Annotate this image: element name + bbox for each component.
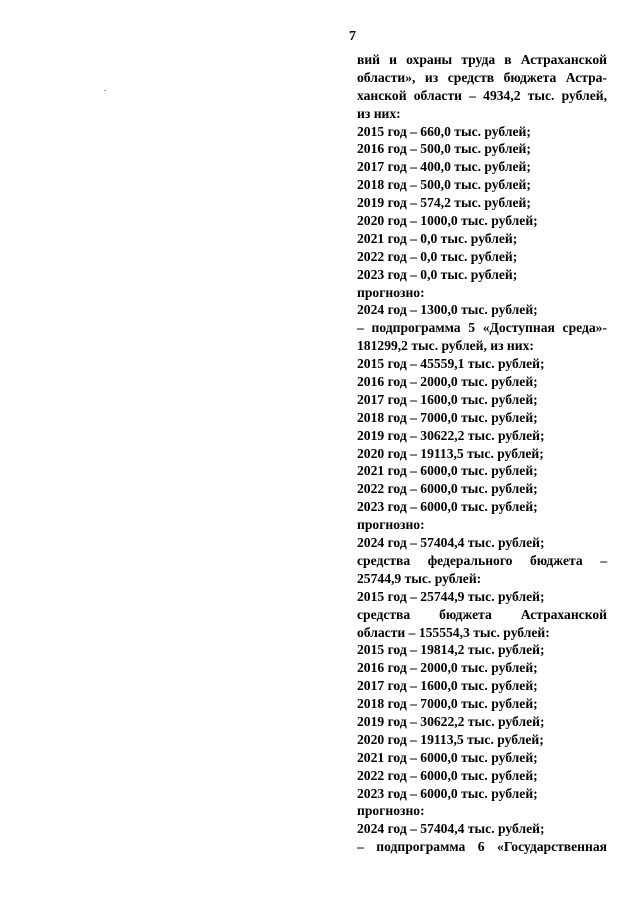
text-line: 2016 год – 2000,0 тыс. рублей; (357, 660, 538, 676)
text-line: прогнозно: (357, 803, 425, 819)
text-line: 2019 год – 30622,2 тыс. рублей; (357, 713, 545, 729)
text-line: ханской области – 4934,2 тыс. рублей, (357, 87, 607, 103)
text-line: 2023 год – 0,0 тыс. рублей; (357, 266, 518, 282)
text-line: 2020 год – 19113,5 тыс. рублей; (357, 731, 544, 747)
scan-speck (104, 90, 106, 91)
text-line: из них: (357, 105, 401, 121)
text-line: 2021 год – 0,0 тыс. рублей; (357, 230, 518, 246)
text-line: 2015 год – 45559,1 тыс. рублей; (357, 356, 545, 372)
text-line: 181299,2 тыс. рублей, из них: (357, 338, 534, 354)
text-line: области – 155554,3 тыс. рублей: (357, 624, 550, 640)
text-line: 2024 год – 57404,4 тыс. рублей; (357, 821, 545, 837)
text-line: – подпрограмма 6 «Государственная (357, 839, 607, 855)
text-line: 2016 год – 500,0 тыс. рублей; (357, 141, 531, 157)
document-text-column (357, 51, 607, 856)
text-line: 2017 год – 400,0 тыс. рублей; (357, 159, 531, 175)
text-line: 2022 год – 0,0 тыс. рублей; (357, 248, 518, 264)
text-line: 2020 год – 1000,0 тыс. рублей; (357, 213, 538, 229)
text-line: 2015 год – 660,0 тыс. рублей; (357, 123, 531, 139)
text-line: средства бюджета Астраханской (357, 606, 607, 622)
text-line: 2015 год – 19814,2 тыс. рублей; (357, 642, 545, 658)
text-line: прогнозно: (357, 517, 425, 533)
text-line: 2016 год – 2000,0 тыс. рублей; (357, 374, 538, 390)
text-line: – подпрограмма 5 «Доступная среда»- (357, 320, 607, 336)
text-line: 2018 год – 7000,0 тыс. рублей; (357, 409, 538, 425)
text-line: 2017 год – 1600,0 тыс. рублей; (357, 391, 538, 407)
text-line: 2024 год – 1300,0 тыс. рублей; (357, 302, 538, 318)
text-line: 2017 год – 1600,0 тыс. рублей; (357, 678, 538, 694)
text-line: 2022 год – 6000,0 тыс. рублей; (357, 767, 538, 783)
text-line: 2020 год – 19113,5 тыс. рублей; (357, 445, 544, 461)
text-line: 2023 год – 6000,0 тыс. рублей; (357, 785, 538, 801)
text-line: 2023 год – 6000,0 тыс. рублей; (357, 499, 538, 515)
text-line: средства федерального бюджета – (357, 552, 607, 568)
text-line: вий и охраны труда в Астраханской (357, 52, 607, 67)
text-line: прогнозно: (357, 284, 425, 300)
text-line: 2019 год – 30622,2 тыс. рублей; (357, 427, 545, 443)
page-number: 7 (349, 29, 356, 44)
text-line: 2024 год – 57404,4 тыс. рублей; (357, 535, 545, 551)
text-line: 2015 год – 25744,9 тыс. рублей; (357, 588, 545, 604)
text-line: 2022 год – 6000,0 тыс. рублей; (357, 481, 538, 497)
text-line: 2018 год – 7000,0 тыс. рублей; (357, 696, 538, 712)
text-line: 2021 год – 6000,0 тыс. рублей; (357, 749, 538, 765)
text-line: области», из средств бюджета Астра- (357, 69, 607, 85)
text-line: 2018 год – 500,0 тыс. рублей; (357, 177, 531, 193)
text-line: 25744,9 тыс. рублей: (357, 570, 482, 586)
text-line: 2019 год – 574,2 тыс. рублей; (357, 195, 531, 211)
text-line: 2021 год – 6000,0 тыс. рублей; (357, 463, 538, 479)
